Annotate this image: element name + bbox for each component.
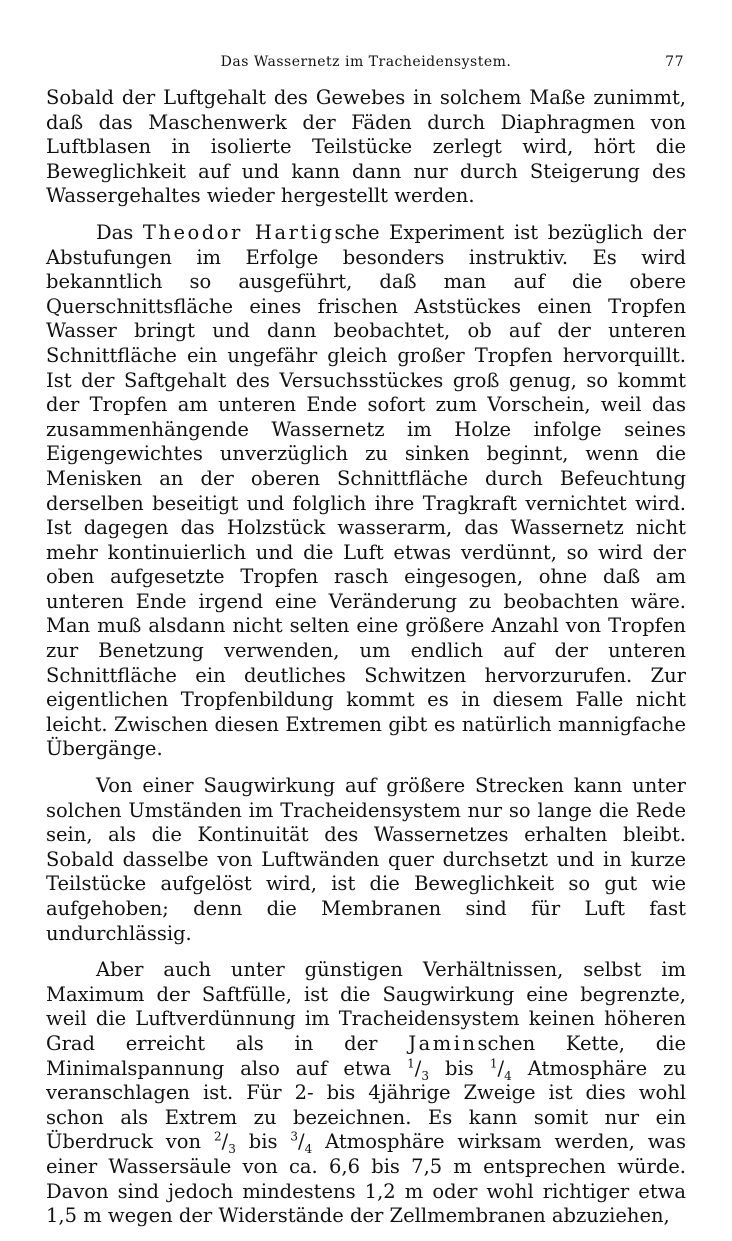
body-text [46, 86, 686, 1229]
fraction-1-denominator: 3 [421, 1068, 429, 1083]
paragraph-4-part-f: Atmosphäre wirksam werden, was einer Wassersäule von ca. 6,6 bis 7,5 m entsprechen würde. Davon sind jedoch mindestens 1,2 m oder wohl richtiger etwa 1,5 m wegen der Widerstände der Zellmembranen abzuziehen, [46, 1130, 687, 1228]
fraction-2-denominator: 4 [504, 1068, 512, 1083]
paragraph-2 [46, 221, 686, 762]
author-name-hartig: Theodor Hartig [142, 220, 335, 244]
fraction-4-numerator: 3 [290, 1129, 299, 1144]
running-head [46, 46, 686, 86]
page-number: 77 [665, 54, 684, 70]
running-title: Das Wassernetz im Tracheidensystem. [220, 54, 512, 70]
paragraph-4-part-c: bis [429, 1056, 490, 1080]
paragraph-4-part-a: Aber auch unter günstigen Verhältnissen, selbst im Maximum der Saftfülle, ist die Saugwirkung eine begrenzte, weil die Luftverdünnung im Tracheidensystem keinen höheren Grad erreicht als in der [46, 958, 686, 1055]
fraction-2-numerator: 1 [489, 1056, 498, 1071]
fraction-1-numerator: 1 [407, 1056, 415, 1071]
paragraph-4-part-e: bis [235, 1130, 291, 1154]
paragraph-4: Aber auch unter günstigen Verhältnissen, selbst im Maximum der Saftfülle, ist die Saugwirkung eine begrenzte, weil die Luftverdünnung im Tracheidensystem keinen höheren Grad erreicht als in der Jaminschen Kette, die Minimalspannung also auf etwa $^1/_3$ bis $^1/_4$ Atmosphäre zu veranschlagen ist. Für 2- bis 4jährige Zweige ist dies wohl schon als Extrem zu bezeichnen. Es kann somit nur ein Überdruck von $^2/_3$ bis $^3/_4$ Atmosphäre wirksam werden, was einer Wassersäule von ca. 6,6 bis 7,5 m entsprechen würde. Davon sind jedoch mindestens 1,2 m oder wohl richtiger etwa 1,5 m wegen der Widerstände der Zellmembranen abzuziehen, [46, 958, 687, 1228]
paragraph-2-lead: Das [96, 220, 143, 244]
fraction-3-numerator: 2 [214, 1129, 222, 1144]
paragraph-4-part-b: schen Kette, die Minimalspannung also auf etwa [46, 1031, 686, 1080]
paragraph-3: Von einer Saugwirkung auf größere Strecken kann unter solchen Umständen im Tracheidensystem nur so lange die Rede sein, als die Kontinuität des Wassernetzes erhalten bleibt. Sobald dasselbe von Luftwänden quer durchsetzt und in kurze Teilstücke aufgelöst wird, ist die Beweglichkeit so gut wie aufgehoben; denn die Membranen sind für Luft fast undurchlässig. [46, 774, 686, 945]
paragraph-2-text: sche Experiment ist bezüglich der Abstufungen im Erfolge besonders instruktiv. Es wird bekanntlich so ausgeführt, daß man auf die obere Querschnittsfläche eines frischen Aststückes einen Tropfen Wasser bringt und dann beobachtet, ob auf der unteren Schnittfläche ein ungefähr gleich großer Tropfen hervorquillt. Ist der Saftgehalt des Versuchsstückes groß genug, so kommt der Tropfen am unteren Ende sofort zum Vorschein, weil das zusammenhängende Wassernetz im Holze infolge seines Eigengewichtes unverzüglich zu sinken beginnt, wenn die Menisken an der oberen Schnittfläche durch Befeuchtung derselben beseitigt und folglich ihre Tragkraft vernichtet wird. Ist dagegen das Holzstück wasserarm, das Wassernetz nicht mehr kontinuierlich und die Luft etwas verdünnt, so wird der oben aufgesetzte Tropfen rasch eingesogen, ohne daß am unteren Ende irgend eine Veränderung zu beobachten wäre. Man muß alsdann nicht selten eine größere Anzahl von Tropfen zur Benetzung verwenden, um endlich auf der unteren Schnittfläche ein deutliches Schwitzen hervorzurufen. Zur eigentlichen Tropfenbildung kommt es in diesem Falle nicht leicht. Zwischen diesen Extremen gibt es natürlich mannigfache Übergänge. [46, 220, 686, 761]
paragraph-1: Sobald der Luftgehalt des Gewebes in solchem Maße zunimmt, daß das Maschenwerk der Fäden durch Diaphragmen von Luftblasen in isolierte Teilstücke zerlegt wird, hört die Beweglichkeit auf und kann dann nur durch Steigerung des Wassergehaltes wieder hergestellt werden. [46, 86, 686, 208]
page [46, 46, 686, 1241]
paragraph-4-part-d: Atmosphäre zu veranschlagen ist. Für 2- bis 4jährige Zweige ist dies wohl schon als Extrem zu bezeichnen. Es kann somit nur ein Überdruck von [46, 1056, 687, 1154]
author-name-jamin: Jamin [408, 1031, 478, 1055]
fraction-4-denominator: 4 [304, 1142, 313, 1157]
fraction-3-denominator: 3 [228, 1142, 236, 1157]
